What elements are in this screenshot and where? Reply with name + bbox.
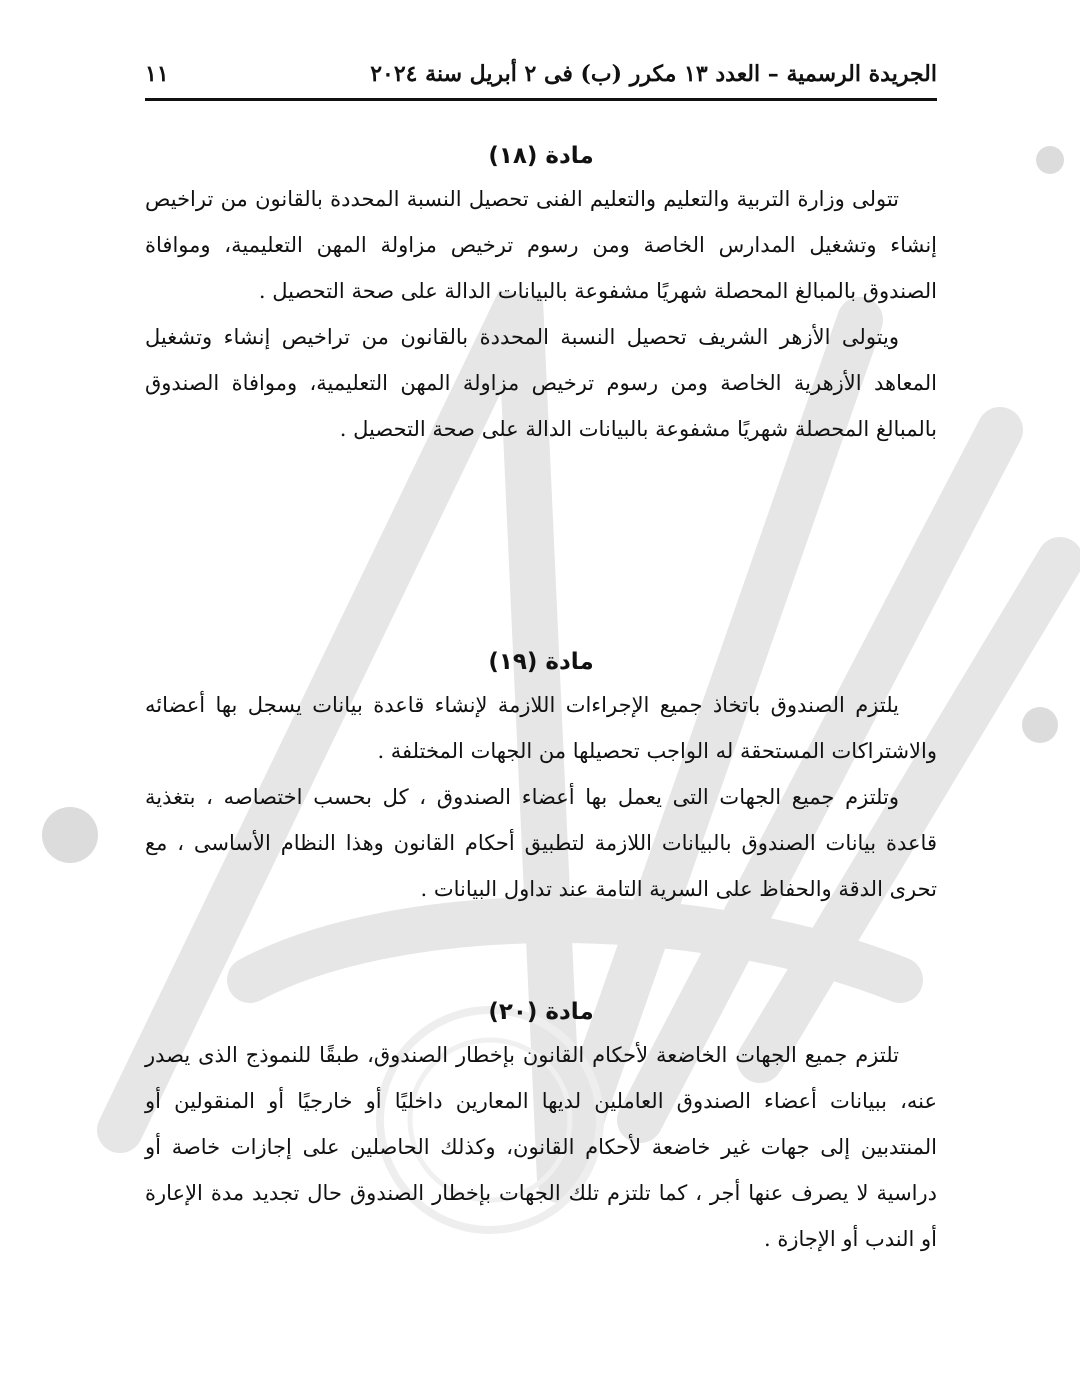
header-rule xyxy=(145,98,937,101)
article-paragraph: ويتولى الأزهر الشريف تحصيل النسبة المحددة بالقانون من تراخيص إنشاء وتشغيل المعاهد الأزهرية الخاصة ومن رسوم ترخيص مزاولة المهن التعليمية، وموافاة الصندوق بالمبالغ المحصلة شهريًا مشفوعة بالبيانات الدالة على صحة التحصيل . xyxy=(145,325,937,441)
page-header xyxy=(145,52,937,96)
article-paragraph: تلتزم جميع الجهات الخاضعة لأحكام القانون بإخطار الصندوق، طبقًا للنموذج الذى يصدر عنه، ببيانات أعضاء الصندوق العاملين لديها المعارين داخليًا أو خارجيًا أو المنقولين أو المنتدبين إلى جهات غير خاضعة لأحكام القانون، وكذلك الحاصلين على إجازات خاصة أو دراسية لا يصرف عنها أجر ، كما تلتزم تلك الجهات بإخطار الصندوق حال تجديد مدة الإعارة أو الندب أو الإجازة . xyxy=(145,1043,937,1251)
article-18 xyxy=(145,136,937,452)
article-title: مادة (١٨) xyxy=(488,143,594,169)
article-title: مادة (١٩) xyxy=(488,649,594,675)
article-title: مادة (٢٠) xyxy=(488,999,594,1025)
article-paragraph: يلتزم الصندوق باتخاذ جميع الإجراءات اللازمة لإنشاء قاعدة بيانات يسجل بها أعضائه والاشتراكات المستحقة له الواجب تحصيلها من الجهات المختلفة . xyxy=(145,693,937,763)
document-page xyxy=(145,0,937,1377)
page-number: ١١ xyxy=(145,61,169,87)
article-20 xyxy=(145,992,937,1262)
article-19 xyxy=(145,642,937,912)
header-title: الجريدة الرسمية – العدد ١٣ مكرر (ب) فى ٢ أبريل سنة ٢٠٢٤ xyxy=(370,61,937,87)
article-paragraph: وتلتزم جميع الجهات التى يعمل بها أعضاء الصندوق ، كل بحسب اختصاصه ، بتغذية قاعدة بيانات الصندوق بالبيانات اللازمة لتطبيق أحكام القانون وهذا النظام الأساسى ، مع تحرى الدقة والحفاظ على السرية التامة عند تداول البيانات . xyxy=(145,785,937,901)
article-paragraph: تتولى وزارة التربية والتعليم والتعليم الفنى تحصيل النسبة المحددة بالقانون من تراخيص إنشاء وتشغيل المدارس الخاصة ومن رسوم ترخيص مزاولة المهن التعليمية، وموافاة الصندوق بالمبالغ المحصلة شهريًا مشفوعة بالبيانات الدالة على صحة التحصيل . xyxy=(145,187,937,303)
